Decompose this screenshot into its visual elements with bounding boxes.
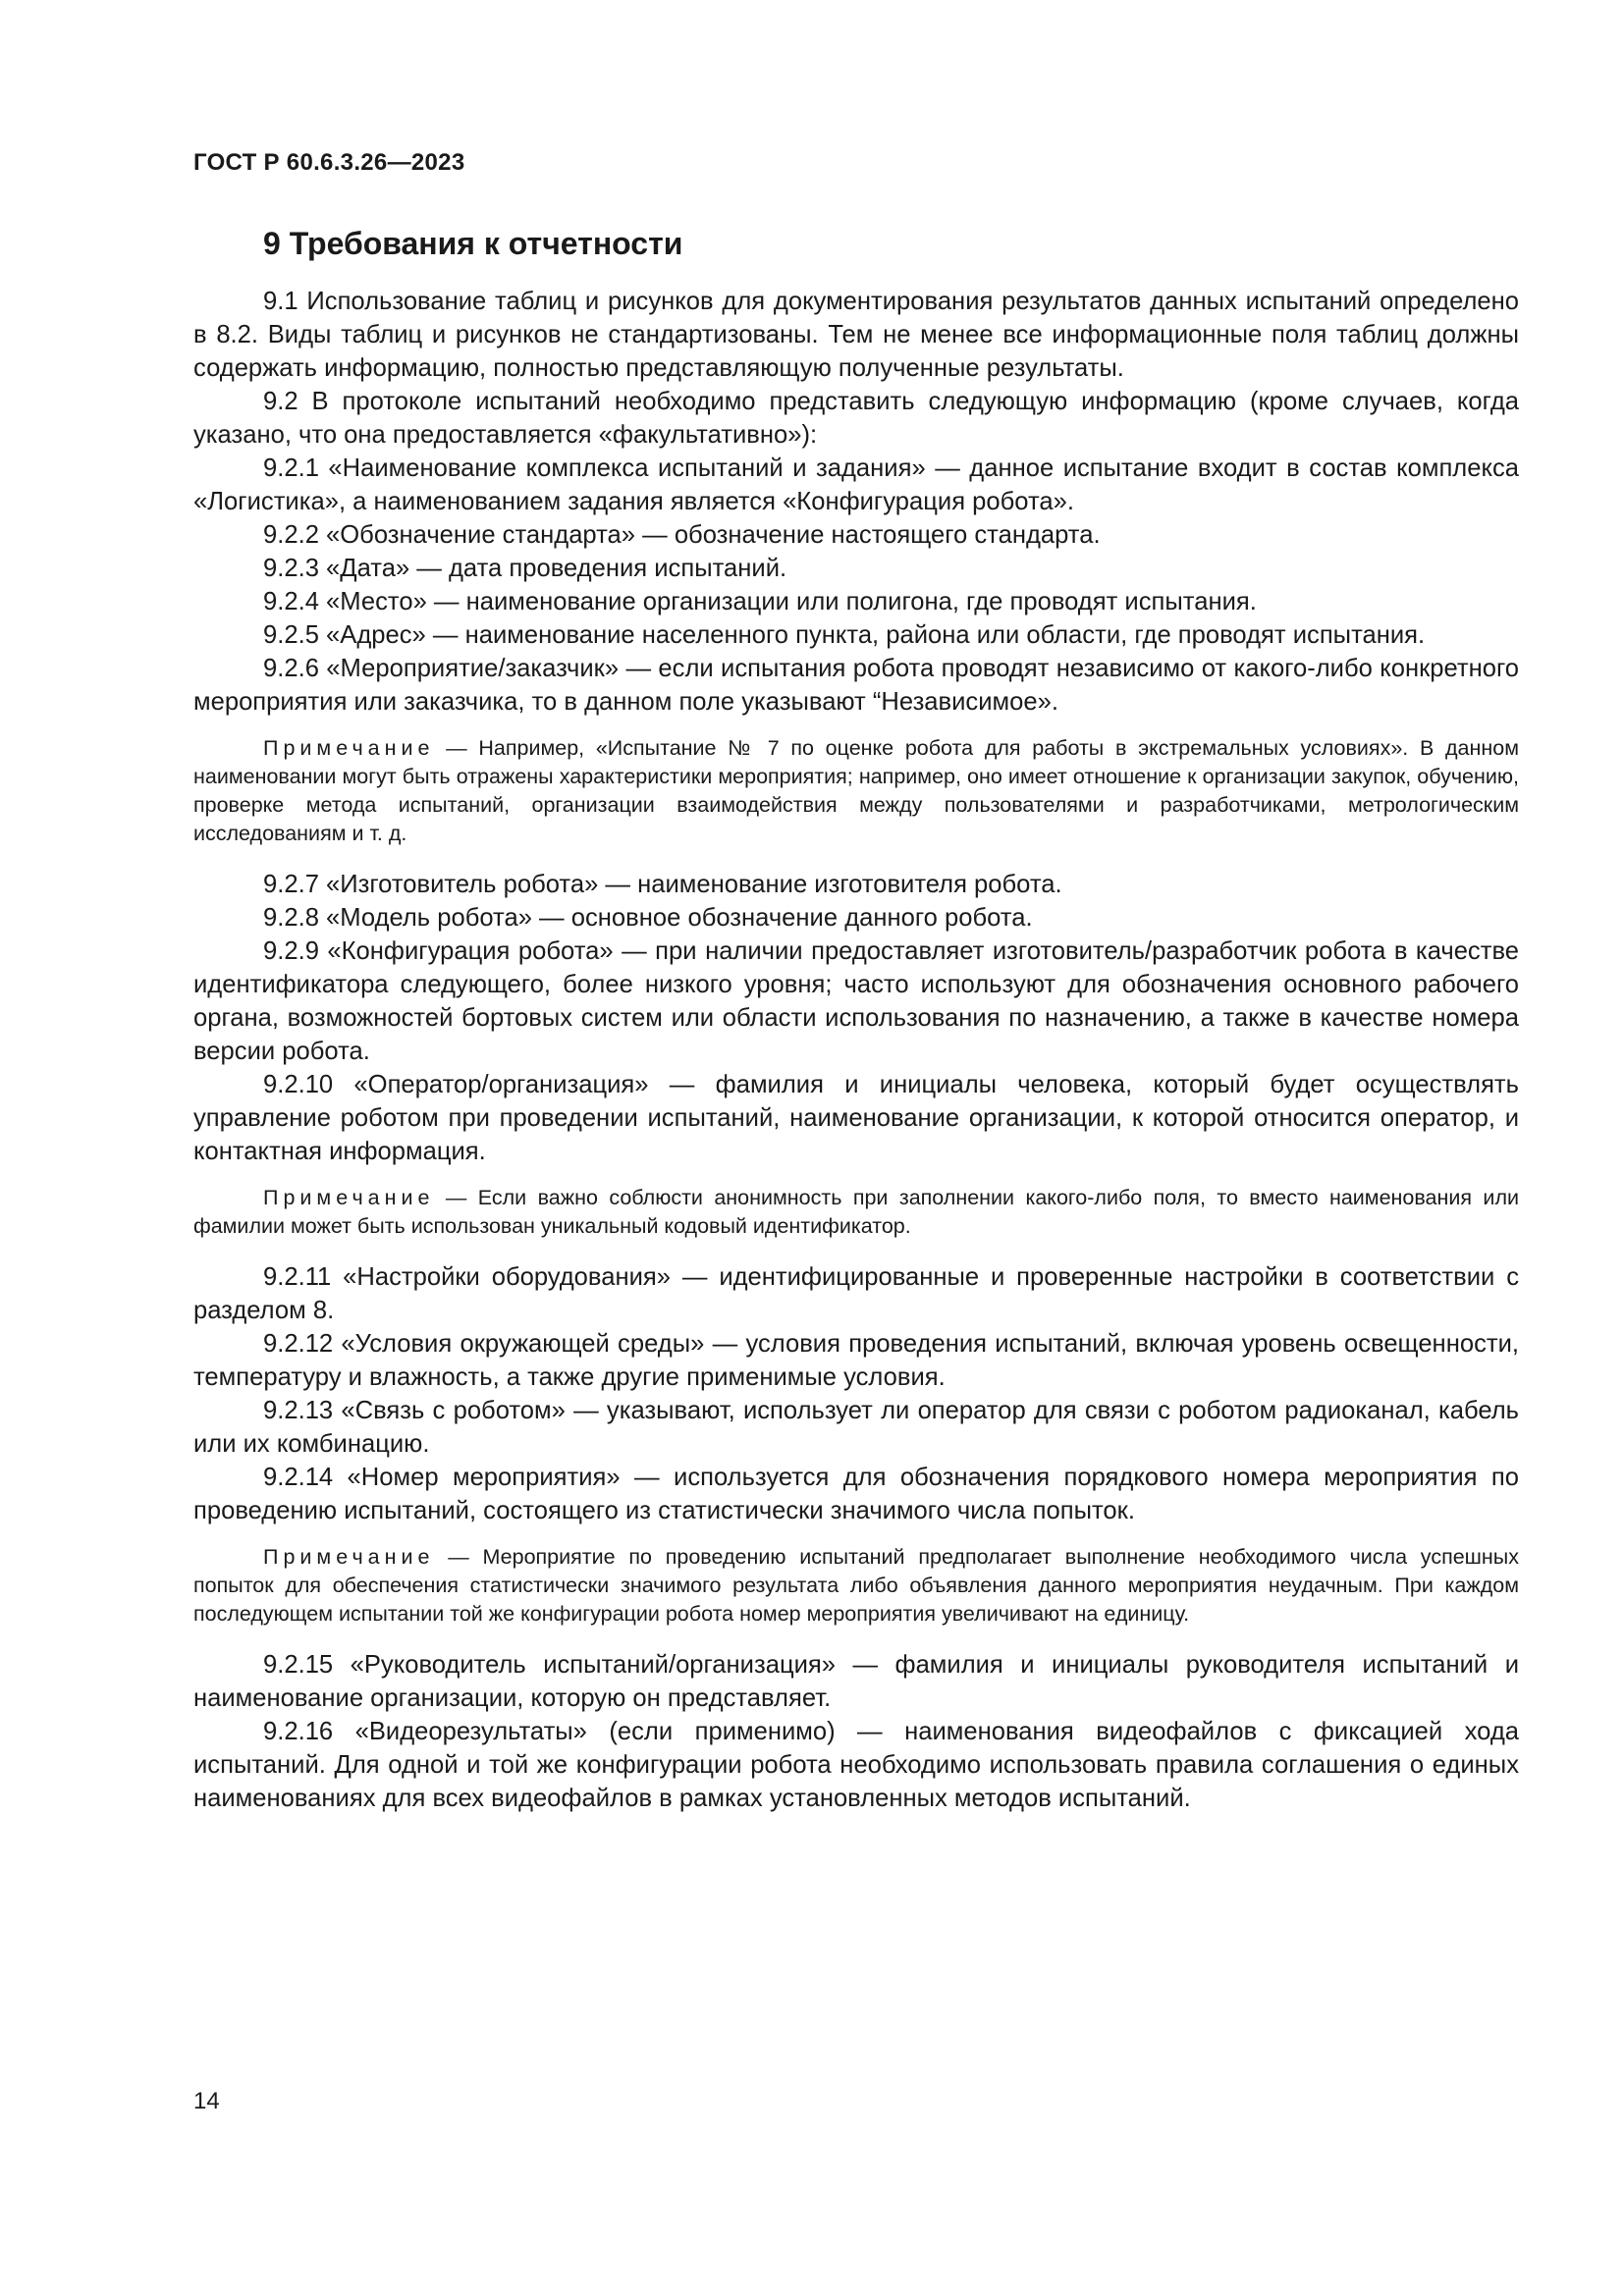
paragraph-9-2-16: 9.2.16 «Видеорезультаты» (если применимо) — наименования видеофайлов с фиксацией хода испытаний. Для одной и той же конфигурации робота необходимо использовать правила соглашения о единых наименованиях для всех видеофайлов в рамках установленных методов испытаний. [193,1718,1519,1812]
paragraph-9-2-1: 9.2.1 «Наименование комплекса испытаний и задания» — данное испытание входит в состав комплекса «Логистика», а наименованием задания является «Конфигурация робота». [193,454,1519,515]
note-label: Примечание [263,1545,435,1569]
paragraph-9-2-11: 9.2.11 «Настройки оборудования» — идентифицированные и проверенные настройки в соответствии с разделом 8. [193,1263,1519,1324]
page-number: 14 [193,2088,220,2114]
paragraph-9-2-12: 9.2.12 «Условия окружающей среды» — условия проведения испытаний, включая уровень освещенности, температуру и влажность, а также другие применимые условия. [193,1330,1519,1391]
paragraph-9-2-10: 9.2.10 «Оператор/организация» — фамилия и инициалы человека, который будет осуществлять управление роботом при проведении испытаний, наименование организации, к которой относится оператор, и контактная информация. [193,1071,1519,1165]
paragraph-9-2: 9.2 В протоколе испытаний необходимо представить следующую информацию (кроме случаев, когда указано, что она предоставляется «факультативно»): [193,388,1519,449]
paragraph-9-2-14: 9.2.14 «Номер мероприятия» — используется для обозначения порядкового номера мероприятия по проведению испытаний, состоящего из статистически значимого числа попыток. [193,1464,1519,1524]
note-text: — Если важно соблюсти анонимность при заполнении какого-либо поля, то вместо наименования или фамилии может быть использован уникальный кодовый идентификатор. [193,1186,1519,1238]
note-label: Примечание [263,736,435,760]
section-title: 9 Требования к отчетности [263,226,683,261]
note-2 [193,1184,1519,1241]
paragraph-9-2-5: 9.2.5 «Адрес» — наименование населенного пункта, района или области, где проводят испытания. [263,621,1426,649]
note-3 [193,1543,1519,1629]
paragraph-9-1: 9.1 Использование таблиц и рисунков для документирования результатов данных испытаний определено в 8.2. Виды таблиц и рисунков не стандартизованы. Тем не менее все информационные поля таблиц должны содержать информацию, полностью представляющую полученные результаты. [193,288,1519,382]
running-header: ГОСТ Р 60.6.3.26—2023 [193,149,465,176]
paragraph-9-2-9: 9.2.9 «Конфигурация робота» — при наличии предоставляет изготовитель/разработчик робота в качестве идентификатора следующего, более низкого уровня; часто используют для обозначения основного рабочего органа, возможностей бортовых систем или области использования по назначению, а также в качестве номера версии робота. [193,937,1519,1065]
paragraph-9-2-2: 9.2.2 «Обозначение стандарта» — обозначение настоящего стандарта. [263,521,1101,549]
paragraph-9-2-15: 9.2.15 «Руководитель испытаний/организация» — фамилия и инициалы руководителя испытаний и наименование организации, которую он представляет. [193,1651,1519,1712]
paragraph-9-2-7: 9.2.7 «Изготовитель робота» — наименование изготовителя робота. [263,871,1062,898]
note-text: — Например, «Испытание № 7 по оценке робота для работы в экстремальных условиях». В данном наименовании могут быть отражены характеристики мероприятия; например, оно имеет отношение к организации закупок, обучению, проверке метода испытаний, организации взаимодействия между пользователями и разработчиками, метрологическим исследованиям и т. д. [193,736,1519,845]
paragraph-9-2-13: 9.2.13 «Связь с роботом» — указывают, использует ли оператор для связи с роботом радиоканал, кабель или их комбинацию. [193,1397,1519,1458]
paragraph-9-2-3: 9.2.3 «Дата» — дата проведения испытаний. [263,555,787,582]
note-text: — Мероприятие по проведению испытаний предполагает выполнение необходимого числа успешных попыток для обеспечения статистически значимого результата либо объявления данного мероприятия неудачным. При каждом последующем испытании той же конфигурации робота номер мероприятия увеличивают на единицу. [193,1545,1519,1626]
paragraph-9-2-6: 9.2.6 «Мероприятие/заказчик» — если испытания робота проводят независимо от какого-либо конкретного мероприятия или заказчика, то в данном поле указывают “Независимое». [193,655,1519,716]
note-1 [193,734,1519,848]
note-label: Примечание [263,1186,435,1209]
paragraph-9-2-4: 9.2.4 «Место» — наименование организации или полигона, где проводят испытания. [263,588,1257,615]
body-content [193,285,1519,1815]
paragraph-9-2-8: 9.2.8 «Модель робота» — основное обозначение данного робота. [263,904,1033,932]
